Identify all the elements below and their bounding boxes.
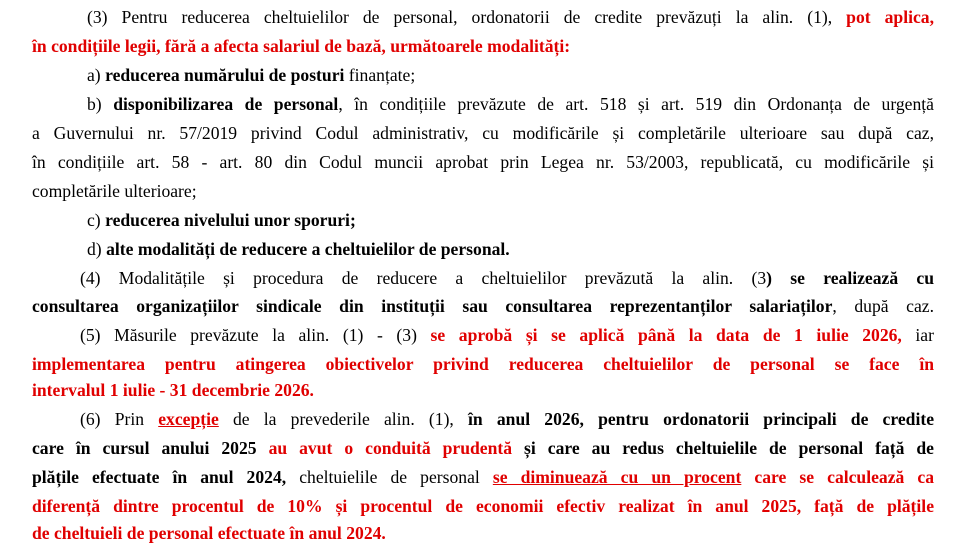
text-run: a Guvernului nr. 57/2019 privind Codul administrativ, cu modificările și completările ulterioare sau după caz, [32,123,934,143]
item-d [87,239,510,259]
paragraph-4-line-1 [80,268,934,288]
text-run: în condițiile art. 58 - art. 80 din Codul muncii aprobat prin Legea nr. 53/2003, republicată, cu modificările și [32,152,934,172]
item-b-line-1 [87,94,934,114]
item-b-line-2 [32,123,934,143]
paragraph-6-line-4 [32,496,934,516]
text-run: completările ulterioare; [32,181,197,201]
text-run: implementarea pentru atingerea obiectivelor privind reducerea cheltuielilor de personal se face în [32,354,934,374]
paragraph-6-line-3 [32,467,934,487]
text-run: de la prevederile alin. (1), [218,409,469,429]
text-run: în condițiile legii, fără a afecta salariul de bază, următoarele modalități: [32,36,571,56]
item-c [87,210,356,230]
text-run: (3) Pentru reducerea cheltuielilor de personal, ordonatorii de credite prevăzuți la alin. (1), [87,7,847,27]
text-run: diferență dintre procentul de 10% și procentul de economii efectiv realizat în anul 2025, față de plățile [32,496,934,516]
text-run: (4) Modalitățile și procedura de reducere a cheltuielilor prevăzută la alin. (3 [80,268,767,288]
text-run: consultarea organizațiilor sindicale din instituții sau consultarea reprezentanților salariaților [32,296,833,316]
text-run: pot aplica, [846,7,934,27]
text-run: în anul 2026, pentru ordonatorii principali de credite [468,409,935,429]
text-run: de cheltuieli de personal efectuate în anul 2024. [32,523,386,543]
text-run: se diminuează cu un procent [492,467,742,487]
text-run: a) [87,65,106,85]
text-run: , după caz. [832,296,934,316]
text-run: , în condițiile prevăzute de art. 518 și art. 519 din Ordonanța de urgență [338,94,934,114]
text-run: cheltuielile de personal [286,467,493,487]
text-run: reducerea nivelului unor sporuri; [105,210,356,230]
paragraph-4-line-2 [32,296,934,316]
text-run: b) [87,94,114,114]
text-run: (5) Măsurile prevăzute la alin. (1) - (3) [80,325,431,345]
paragraph-6-line-1 [80,409,934,429]
item-b-line-3 [32,152,934,172]
text-run: c) [87,210,106,230]
text-run: care în cursul anului 2025 [32,438,269,458]
text-run: reducerea numărului de posturi [105,65,345,85]
paragraph-5-line-3 [32,380,314,400]
paragraph-3-line-2 [32,36,570,56]
text-run: (6) Prin [80,409,159,429]
text-run: plățile efectuate în anul 2024, [32,467,287,487]
text-run: intervalul 1 iulie - 31 decembrie 2026. [32,380,314,400]
text-run: finanțate; [344,65,416,85]
item-b-line-4 [32,181,197,201]
text-run: și care au redus cheltuielile de personal față de [512,438,934,458]
paragraph-5-line-2 [32,354,934,374]
paragraph-3-line-1 [87,7,934,27]
paragraph-5-line-1 [80,325,934,345]
text-run: alte modalități de reducere a cheltuielilor de personal. [106,239,510,259]
paragraph-6-line-5 [32,523,386,543]
text-run: ) se realizează cu [766,268,935,288]
text-run: iar [901,325,934,345]
text-run: care se calculează ca [741,467,935,487]
text-run: au avut o conduită prudentă [268,438,513,458]
text-run: d) [87,239,107,259]
paragraph-6-line-2 [32,438,934,458]
item-a [87,65,415,85]
text-run: disponibilizarea de personal [113,94,339,114]
text-run: se aprobă și se aplică până la data de 1 iulie 2026, [430,325,902,345]
text-run: excepție [158,409,219,429]
